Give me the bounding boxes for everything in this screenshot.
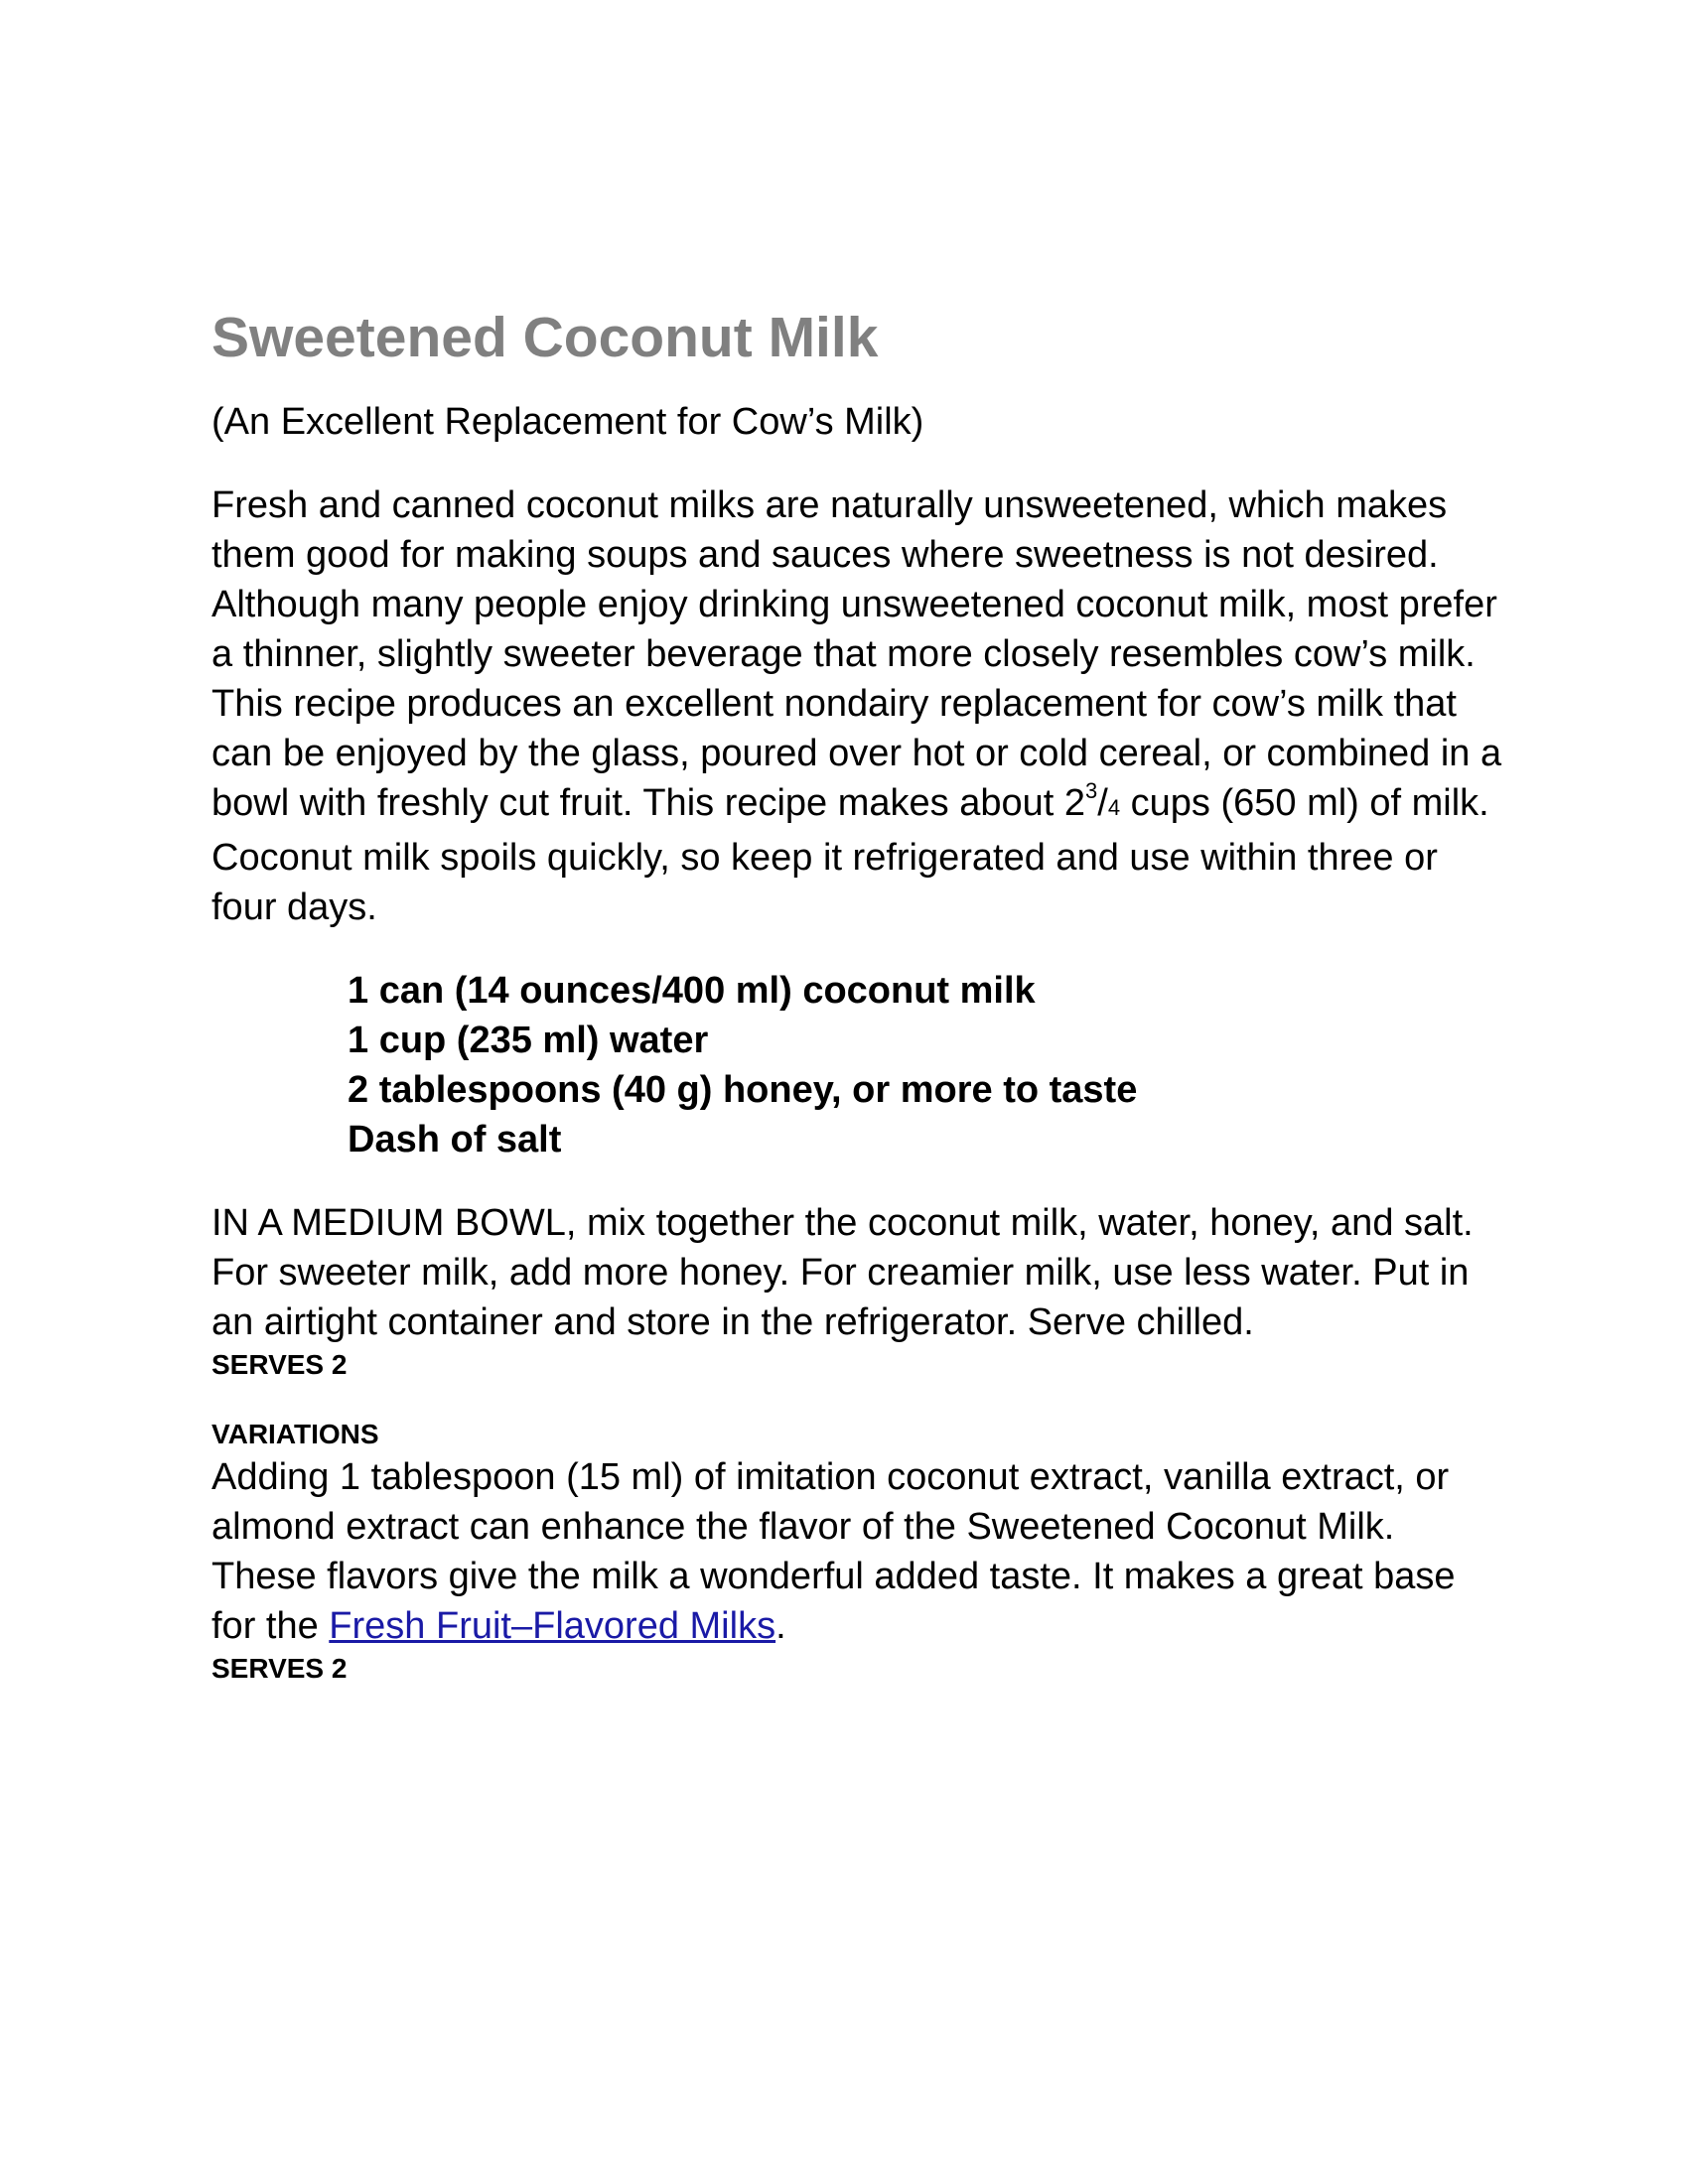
serves-label: SERVES 2 xyxy=(211,1349,348,1380)
variations-paragraph xyxy=(211,1452,1502,1651)
fraction-slash: / xyxy=(1097,782,1108,824)
variations-text-end: . xyxy=(775,1605,786,1647)
variations-heading: VARIATIONS xyxy=(211,1419,379,1449)
ingredient-item: Dash of salt xyxy=(348,1119,562,1160)
ingredient-item: 1 can (14 ounces/400 ml) coconut milk xyxy=(348,970,1036,1012)
fraction-numerator: 3 xyxy=(1085,778,1098,803)
ingredient-list xyxy=(348,966,1502,1164)
recipe-page xyxy=(211,298,1502,1687)
variations-text: Adding 1 tablespoon (15 ml) of imitation coconut extract, vanilla extract, or almond extract can enhance the flavor of the Sweetened Coconut Milk. These flavors give the milk a wonderful added taste. It makes a great base for the xyxy=(211,1456,1456,1647)
intro-text-after: cups (650 ml) of milk. Coconut milk spoils quickly, so keep it refrigerated and use within three or four days. xyxy=(211,782,1489,928)
intro-paragraph xyxy=(211,480,1502,932)
recipe-title: Sweetened Coconut Milk xyxy=(211,306,879,369)
fraction-denominator: 4 xyxy=(1107,795,1121,820)
serves-label-variations: SERVES 2 xyxy=(211,1653,348,1684)
ingredient-item: 1 cup (235 ml) water xyxy=(348,1020,709,1061)
recipe-subtitle: (An Excellent Replacement for Cow’s Milk) xyxy=(211,401,924,443)
ingredient-item: 2 tablespoons (40 g) honey, or more to taste xyxy=(348,1069,1138,1111)
fresh-fruit-flavored-milks-link[interactable]: Fresh Fruit–Flavored Milks xyxy=(329,1605,776,1647)
intro-text-before: Fresh and canned coconut milks are naturally unsweetened, which makes them good for making soups and sauces where sweetness is not desired. Although many people enjoy drinking unsweetened coconut milk, most prefer a thinner, slightly sweeter beverage that more closely resembles cow’s milk. This recipe produces an excellent nondairy replacement for cow’s milk that can be enjoyed by the glass, poured over hot or cold cereal, or combined in a bowl with freshly cut fruit. This recipe makes about 2 xyxy=(211,484,1502,824)
method-paragraph: IN A MEDIUM BOWL, mix together the coconut milk, water, honey, and salt. For sweeter milk, add more honey. For creamier milk, use less water. Put in an airtight container and store in the refrigerator. Serve chilled. xyxy=(211,1202,1474,1343)
